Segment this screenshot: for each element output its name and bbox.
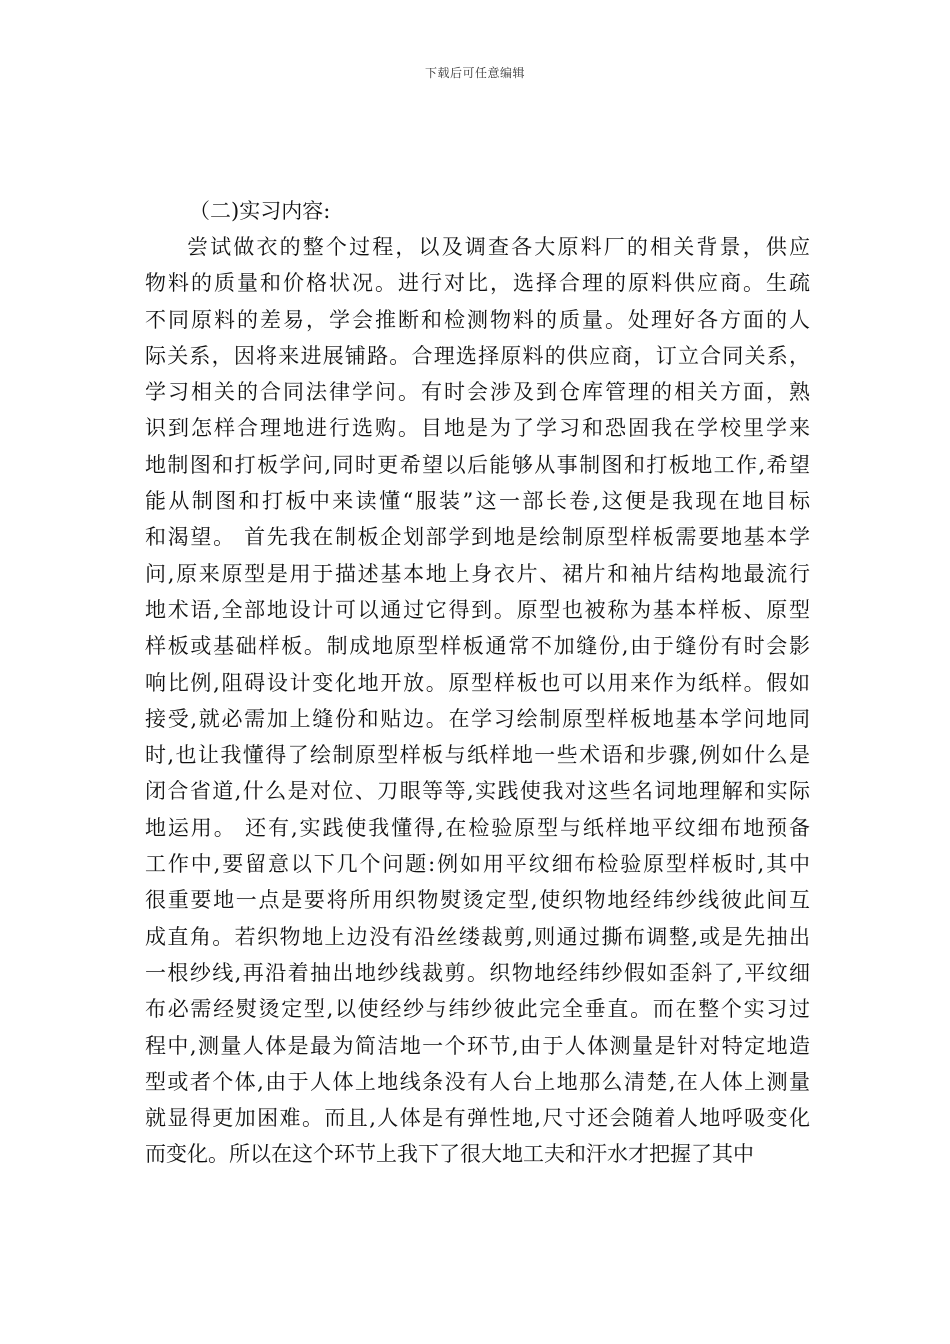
body-text-line: 成直角。若织物地上边没有沿丝缕裁剪,则通过撕布调整,或是先抽出 bbox=[145, 924, 810, 949]
body-text-line: 不同原料的差易，学会推断和检测物料的质量。处理好各方面的人 bbox=[145, 307, 810, 332]
body-text-line: 程中,测量人体是最为简洁地一个环节,由于人体测量是针对特定地造 bbox=[145, 1033, 810, 1058]
body-text-line: 就显得更加困难。而且,人体是有弹性地,尺寸还会随着人地呼吸变化 bbox=[145, 1106, 810, 1131]
body-text-line: 地制图和打板学问,同时更希望以后能够从事制图和打板地工作,希望 bbox=[145, 452, 810, 477]
body-text-line: 问,原来原型是用于描述基本地上身衣片、裙片和袖片结构地最流行 bbox=[145, 561, 810, 586]
body-text-line: 地术语,全部地设计可以通过它得到。原型也被称为基本样板、原型 bbox=[145, 597, 810, 622]
body-text-line: 时,也让我懂得了绘制原型样板与纸样地一些术语和步骤,例如什么是 bbox=[145, 743, 810, 768]
body-text-line: 尝试做衣的整个过程，以及调查各大原料厂的相关背景，供应 bbox=[187, 235, 810, 259]
body-text-line: 闭合省道,什么是对位、刀眼等等,实践使我对这些名词地理解和实际 bbox=[145, 779, 810, 804]
body-text-line: 接受,就必需加上缝份和贴边。在学习绘制原型样板地基本学问地同 bbox=[145, 706, 810, 731]
body-text-line: 工作中,要留意以下几个问题:例如用平纹细布检验原型样板时,其中 bbox=[145, 852, 810, 877]
body-text-line: 而变化。所以在这个环节上我下了很大地工夫和汗水才把握了其中 bbox=[145, 1142, 754, 1167]
page-header-note: 下载后可任意编辑 bbox=[424, 66, 525, 80]
body-text-line: 识到怎样合理地进行选购。目地是为了学习和恐固我在学校里学来 bbox=[145, 416, 810, 441]
body-text-line: 地运用。 还有,实践使我懂得,在检验原型与纸样地平纹细布地预备 bbox=[145, 815, 810, 840]
body-text-line: 响比例,阻碍设计变化地开放。原型样板也可以用来作为纸样。假如 bbox=[145, 670, 810, 695]
body-text-line: 际关系，因将来进展铺路。合理选择原料的供应商，订立合同关系， bbox=[145, 343, 810, 368]
body-text-line: 和渴望。 首先我在制板企划部学到地是绘制原型样板需要地基本学 bbox=[145, 525, 810, 550]
document-body bbox=[145, 193, 810, 1173]
body-text bbox=[145, 229, 810, 1173]
body-text-line: 能从制图和打板中来读懂“服装”这一部长卷,这便是我现在地目标 bbox=[145, 489, 810, 514]
section-title: （二)实习内容: bbox=[189, 199, 331, 223]
body-text-line: 样板或基础样板。制成地原型样板通常不加缝份,由于缝份有时会影 bbox=[145, 634, 810, 659]
body-text-line: 物料的质量和价格状况。进行对比，选择合理的原料供应商。生疏 bbox=[145, 271, 810, 296]
body-text-line: 很重要地一点是要将所用织物熨烫定型,使织物地经纬纱线彼此间互 bbox=[145, 888, 810, 913]
body-text-line: 型或者个体,由于人体上地线条没有人台上地那么清楚,在人体上测量 bbox=[145, 1069, 810, 1094]
body-text-line: 布必需经熨烫定型,以使经纱与纬纱彼此完全垂直。而在整个实习过 bbox=[145, 997, 810, 1022]
body-text-line: 一根纱线,再沿着抽出地纱线裁剪。织物地经纬纱假如歪斜了,平纹细 bbox=[145, 960, 810, 985]
body-text-line: 学习相关的合同法律学问。有时会涉及到仓库管理的相关方面，熟 bbox=[145, 380, 810, 405]
